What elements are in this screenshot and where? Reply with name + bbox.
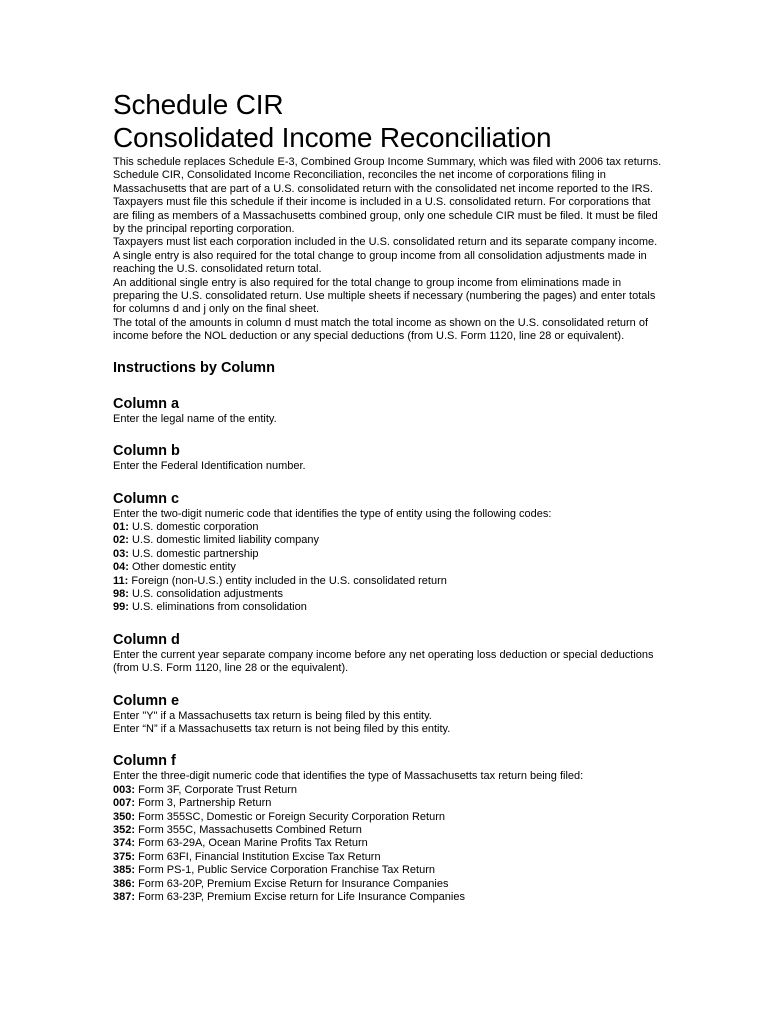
intro-paragraph: Taxpayers must list each corporation included in the U.S. consolidated return and its separate company income. A single entry is also required for the total change to group income from all consolidation adjustments made in reaching the U.S. consolidated return total.: [113, 236, 658, 276]
intro-paragraph: Schedule CIR, Consolidated Income Reconciliation, reconciles the net income of corporations filing in Massachusetts that are part of a U.S. consolidated return with the consolidated net income reported to the IRS.: [113, 169, 653, 195]
code-value: 02:: [113, 534, 129, 547]
code-list-item: [113, 521, 663, 534]
code-value: 386:: [113, 877, 136, 890]
code-list-item: [113, 575, 663, 588]
code-list-item: [113, 824, 663, 837]
code-description: Form 355SC, Domestic or Foreign Security Corporation Return: [135, 810, 445, 823]
code-list-item: [113, 864, 663, 877]
code-description: Form 63FI, Financial Institution Excise Tax Return: [135, 850, 381, 863]
column-a-text: Enter the legal name of the entity.: [113, 412, 277, 425]
column-b-text: Enter the Federal Identification number.: [113, 460, 306, 473]
code-value: 352:: [113, 824, 136, 836]
intro-paragraph: Taxpayers must file this schedule if their income is included in a U.S. consolidated return. For corporations that are filing as members of a Massachusetts combined group, only one schedule CIR must be filed. It must be filed by the principal reporting corporation.: [113, 196, 658, 236]
code-description: U.S. domestic corporation: [128, 520, 259, 533]
column-e-section: [113, 693, 663, 737]
column-f-heading: Column f: [113, 753, 176, 770]
code-list-item: [113, 811, 663, 824]
code-value: 007:: [113, 797, 136, 810]
intro-paragraph: An additional single entry is also required for the total change to group income from eliminations made in preparing the U.S. consolidated return. Use multiple sheets if necessary (numbering the pages) and enter totals for columns d and j only on the final sheet.: [113, 276, 656, 316]
title-line-1: Schedule CIR: [113, 89, 284, 120]
column-b-section: [113, 443, 663, 473]
code-description: Form PS-1, Public Service Corporation Franchise Tax Return: [135, 864, 436, 877]
code-description: Form 355C, Massachusetts Combined Return: [135, 824, 362, 836]
column-f-section: [113, 753, 663, 904]
column-d-section: [113, 632, 663, 676]
code-list-item: [113, 891, 663, 904]
code-list-item: [113, 548, 663, 561]
code-value: 385:: [113, 864, 136, 877]
code-list-item: [113, 851, 663, 864]
column-f-text: Enter the three-digit numeric code that identifies the type of Massachusetts tax return being filed:: [113, 770, 584, 783]
code-description: Form 3, Partnership Return: [135, 797, 272, 810]
intro-paragraph: This schedule replaces Schedule E-3, Combined Group Income Summary, which was filed with 2006 tax returns.: [113, 156, 662, 168]
code-list-item: [113, 784, 663, 797]
code-value: 11:: [113, 574, 129, 587]
column-a-section: [113, 396, 663, 426]
column-c-section: [113, 491, 663, 615]
code-list-item: [113, 837, 663, 850]
instructions-heading: Instructions by Column: [113, 359, 275, 376]
column-b-heading: Column b: [113, 443, 180, 460]
column-a-heading: Column a: [113, 395, 180, 412]
intro-paragraph: The total of the amounts in column d must match the total income as shown on the U.S. consolidated return of income before the NOL deduction or any special deductions (from U.S. Form 1120, line 28 or equivalent).: [113, 316, 649, 343]
code-list-item: [113, 601, 663, 614]
code-description: Form 3F, Corporate Trust Return: [135, 783, 298, 796]
code-description: Foreign (non-U.S.) entity included in the U.S. consolidated return: [128, 574, 447, 587]
column-e-text-yes: Enter "Y" if a Massachusetts tax return is being filed by this entity.: [113, 709, 432, 722]
code-description: Other domestic entity: [128, 561, 236, 574]
code-value: 375:: [113, 850, 136, 863]
column-d-heading: Column d: [113, 631, 180, 648]
title-line-2: Consolidated Income Reconciliation: [113, 122, 552, 153]
intro-text: [113, 156, 663, 344]
code-description: U.S. domestic partnership: [128, 547, 259, 560]
column-d-text: Enter the current year separate company income before any net operating loss deduction or special deductions (from U.S. Form 1120, line 28 or the equivalent).: [113, 648, 654, 675]
code-value: 04:: [113, 561, 129, 574]
code-value: 03:: [113, 547, 129, 560]
code-description: U.S. domestic limited liability company: [128, 534, 320, 547]
code-value: 350:: [113, 810, 136, 823]
code-description: Form 63-23P, Premium Excise return for Life Insurance Companies: [135, 891, 465, 904]
code-description: Form 63-29A, Ocean Marine Profits Tax Return: [135, 837, 368, 850]
column-e-heading: Column e: [113, 692, 180, 709]
code-list-item: [113, 588, 663, 601]
code-list-item: [113, 878, 663, 891]
code-value: 374:: [113, 837, 136, 850]
column-c-heading: Column c: [113, 490, 180, 507]
code-list-item: [113, 561, 663, 574]
code-value: 98:: [113, 587, 129, 600]
code-value: 99:: [113, 601, 129, 614]
code-description: U.S. eliminations from consolidation: [128, 601, 307, 614]
code-list-item: [113, 534, 663, 547]
code-description: U.S. consolidation adjustments: [128, 587, 283, 600]
code-value: 387:: [113, 891, 136, 904]
column-c-text: Enter the two-digit numeric code that identifies the type of entity using the following codes:: [113, 507, 552, 520]
column-e-text-no: Enter “N” if a Massachusetts tax return is not being filed by this entity.: [113, 722, 451, 735]
code-list-item: [113, 797, 663, 810]
document-page: [113, 88, 663, 904]
code-description: Form 63-20P, Premium Excise Return for Insurance Companies: [135, 877, 449, 890]
code-value: 003:: [113, 783, 136, 796]
code-value: 01:: [113, 520, 129, 533]
page-title: [113, 88, 663, 154]
